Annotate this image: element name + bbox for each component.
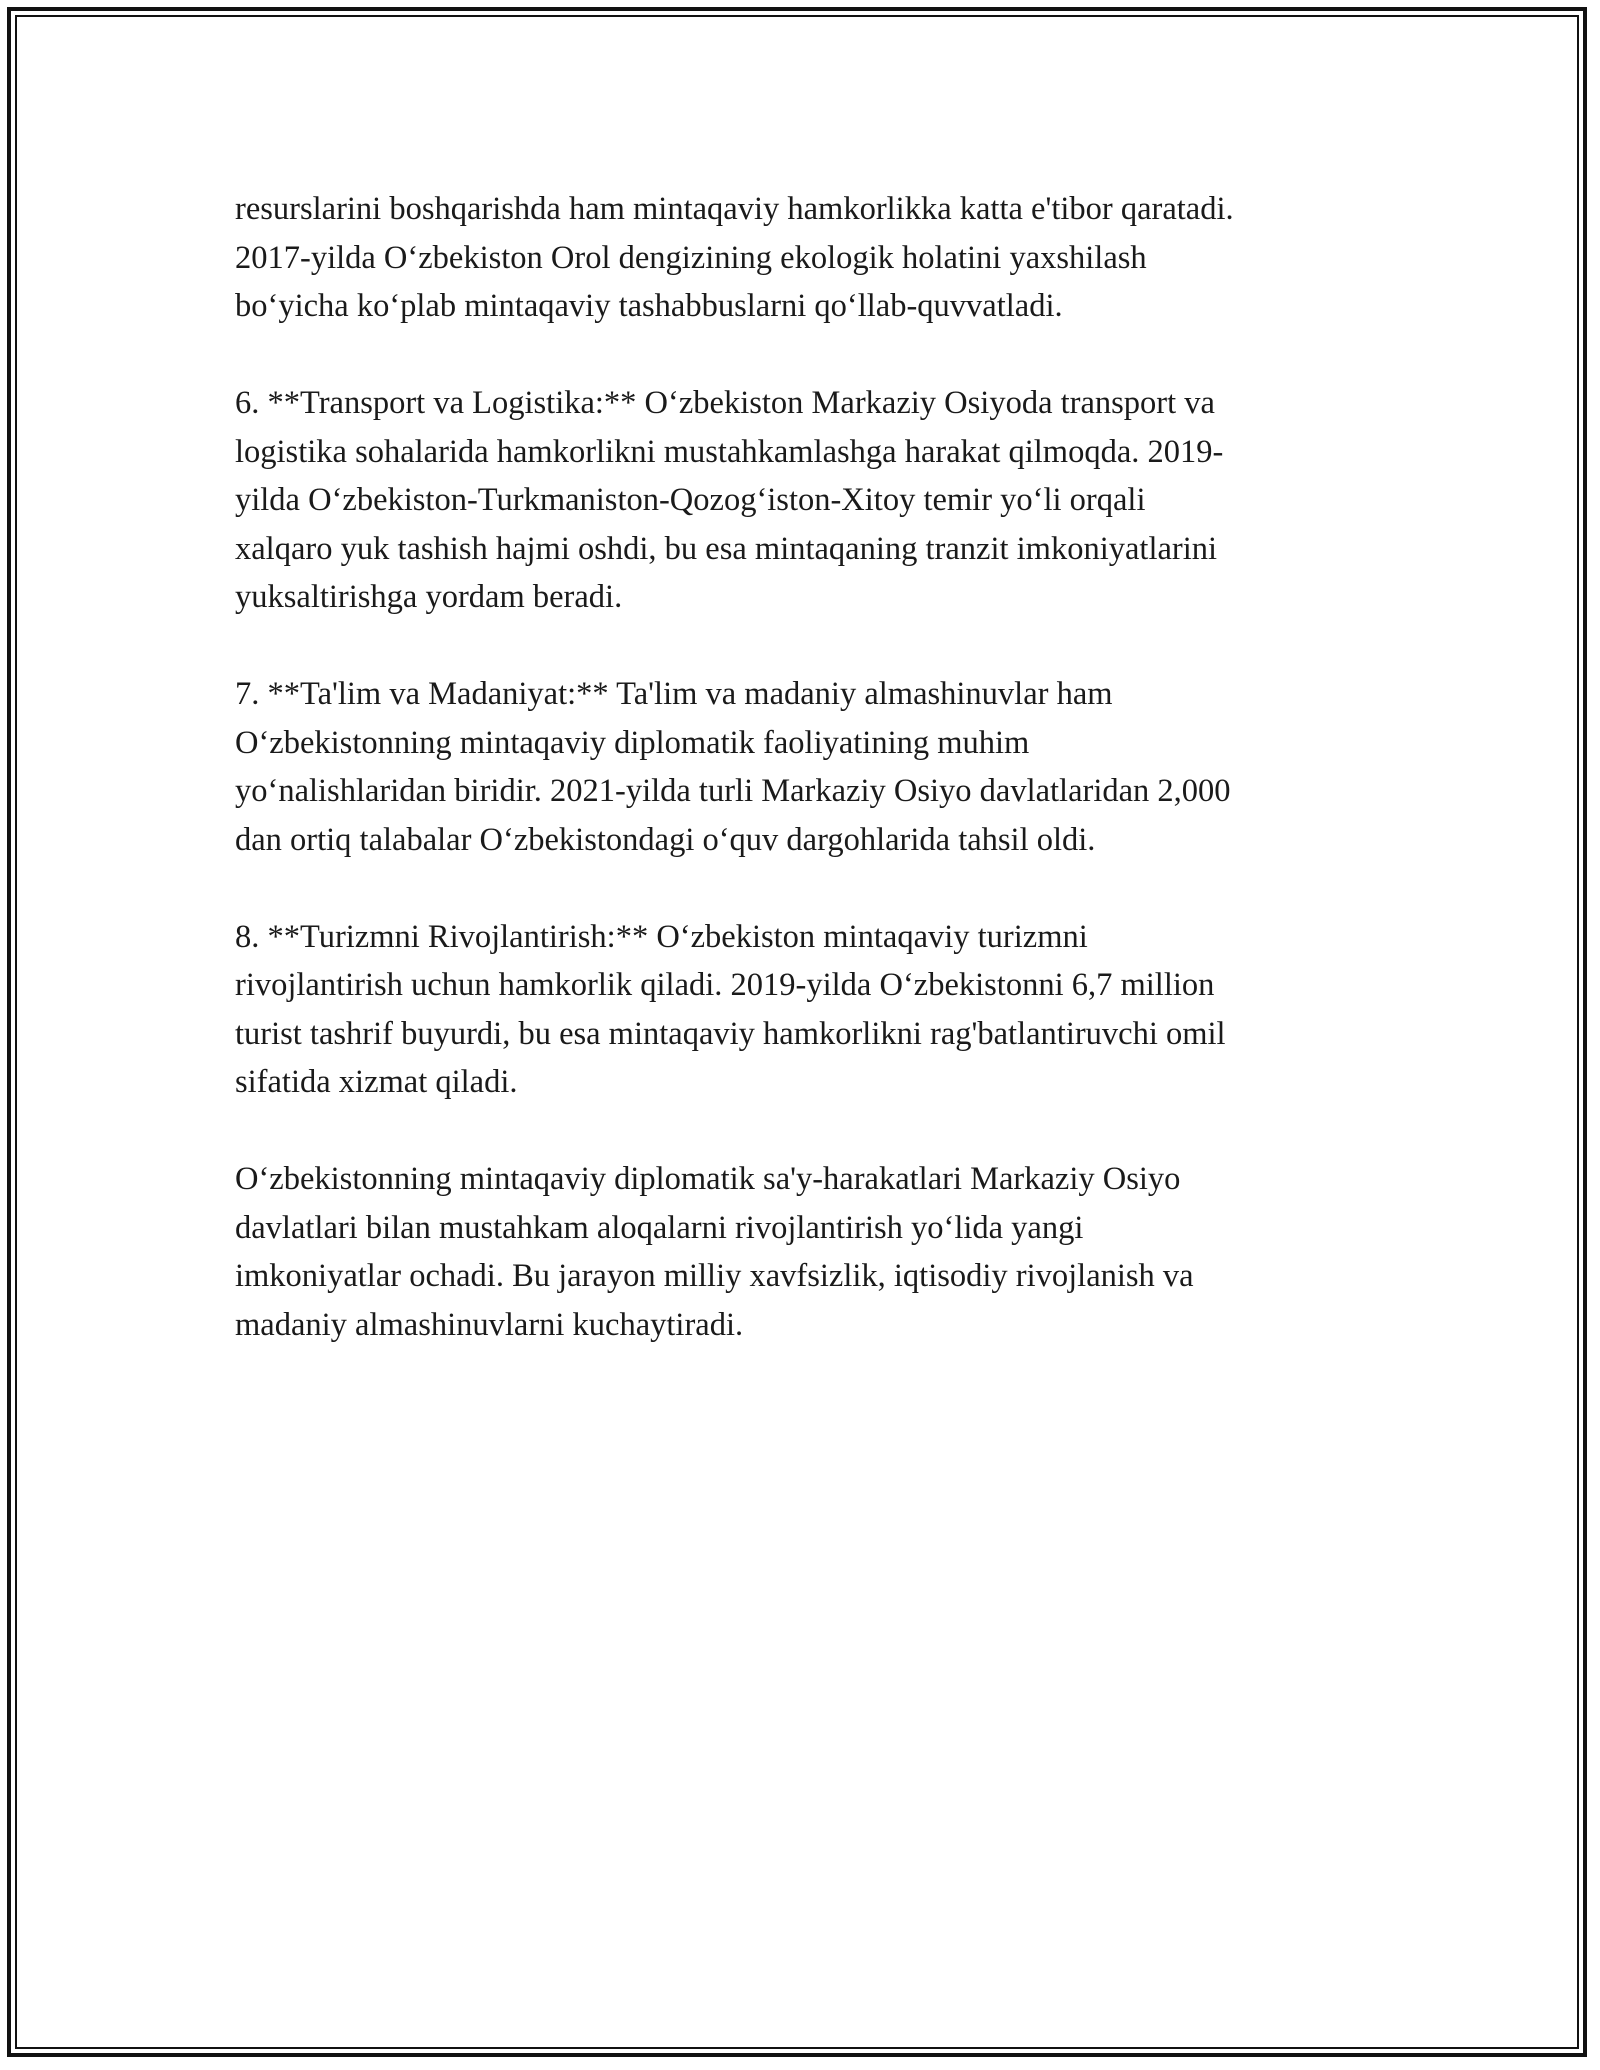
text-line: bo‘yicha ko‘plab mintaqaviy tashabbuslarni qo‘llab-quvvatladi. <box>235 288 1063 324</box>
paragraph-education-culture <box>235 670 1365 864</box>
paragraph-water-resources <box>235 185 1365 331</box>
text-line: O‘zbekistonning mintaqaviy diplomatik sa'y-harakatlari Markaziy Osiyo <box>235 1161 1181 1197</box>
paragraph-conclusion <box>235 1155 1365 1349</box>
text-line: sifatida xizmat qiladi. <box>235 1064 518 1100</box>
paragraph-transport-logistics <box>235 379 1365 622</box>
text-line: 8. **Turizmni Rivojlantirish:** O‘zbekiston mintaqaviy turizmni <box>235 918 1088 955</box>
text-line: O‘zbekistonning mintaqaviy diplomatik faoliyatining muhim <box>235 724 1030 761</box>
text-line: dan ortiq talabalar O‘zbekistondagi o‘quv dargohlarida tahsil oldi. <box>235 821 1096 858</box>
document-body <box>235 185 1365 1398</box>
text-line: davlatlari bilan mustahkam aloqalarni rivojlantirish yo‘lida yangi <box>235 1209 1084 1246</box>
text-line: xalqaro yuk tashish hajmi oshdi, bu esa mintaqaning tranzit imkoniyatlarini <box>235 530 1218 567</box>
text-line: yo‘nalishlaridan biridir. 2021-yilda turli Markaziy Osiyo davlatlaridan 2,000 <box>235 773 1231 809</box>
text-line: 6. **Transport va Logistika:** O‘zbekiston Markaziy Osiyoda transport va <box>235 385 1215 421</box>
text-line: logistika sohalarida hamkorlikni mustahkamlashga harakat qilmoqda. 2019- <box>235 433 1224 470</box>
text-line: rivojlantirish uchun hamkorlik qiladi. 2019-yilda O‘zbekistonni 6,7 million <box>235 967 1215 1003</box>
text-line: resurslarini boshqarishda ham mintaqaviy hamkorlikka katta e'tibor qaratadi. <box>235 191 1234 227</box>
text-line: turist tashrif buyurdi, bu esa mintaqaviy hamkorlikni rag'batlantiruvchi omil <box>235 1015 1226 1052</box>
text-line: 2017-yilda O‘zbekiston Orol dengizining ekologik holatini yaxshilash <box>235 239 1147 276</box>
text-line: imkoniyatlar ochadi. Bu jarayon milliy xavfsizlik, iqtisodiy rivojlanish va <box>235 1258 1194 1294</box>
text-line: yuksaltirishga yordam beradi. <box>235 579 623 615</box>
paragraph-tourism <box>235 913 1365 1107</box>
text-line: 7. **Ta'lim va Madaniyat:** Ta'lim va madaniy almashinuvlar ham <box>235 676 1113 712</box>
text-line: madaniy almashinuvlarni kuchaytiradi. <box>235 1306 744 1343</box>
text-line: yilda O‘zbekiston-Turkmaniston-Qozog‘iston-Xitoy temir yo‘li orqali <box>235 482 1146 518</box>
